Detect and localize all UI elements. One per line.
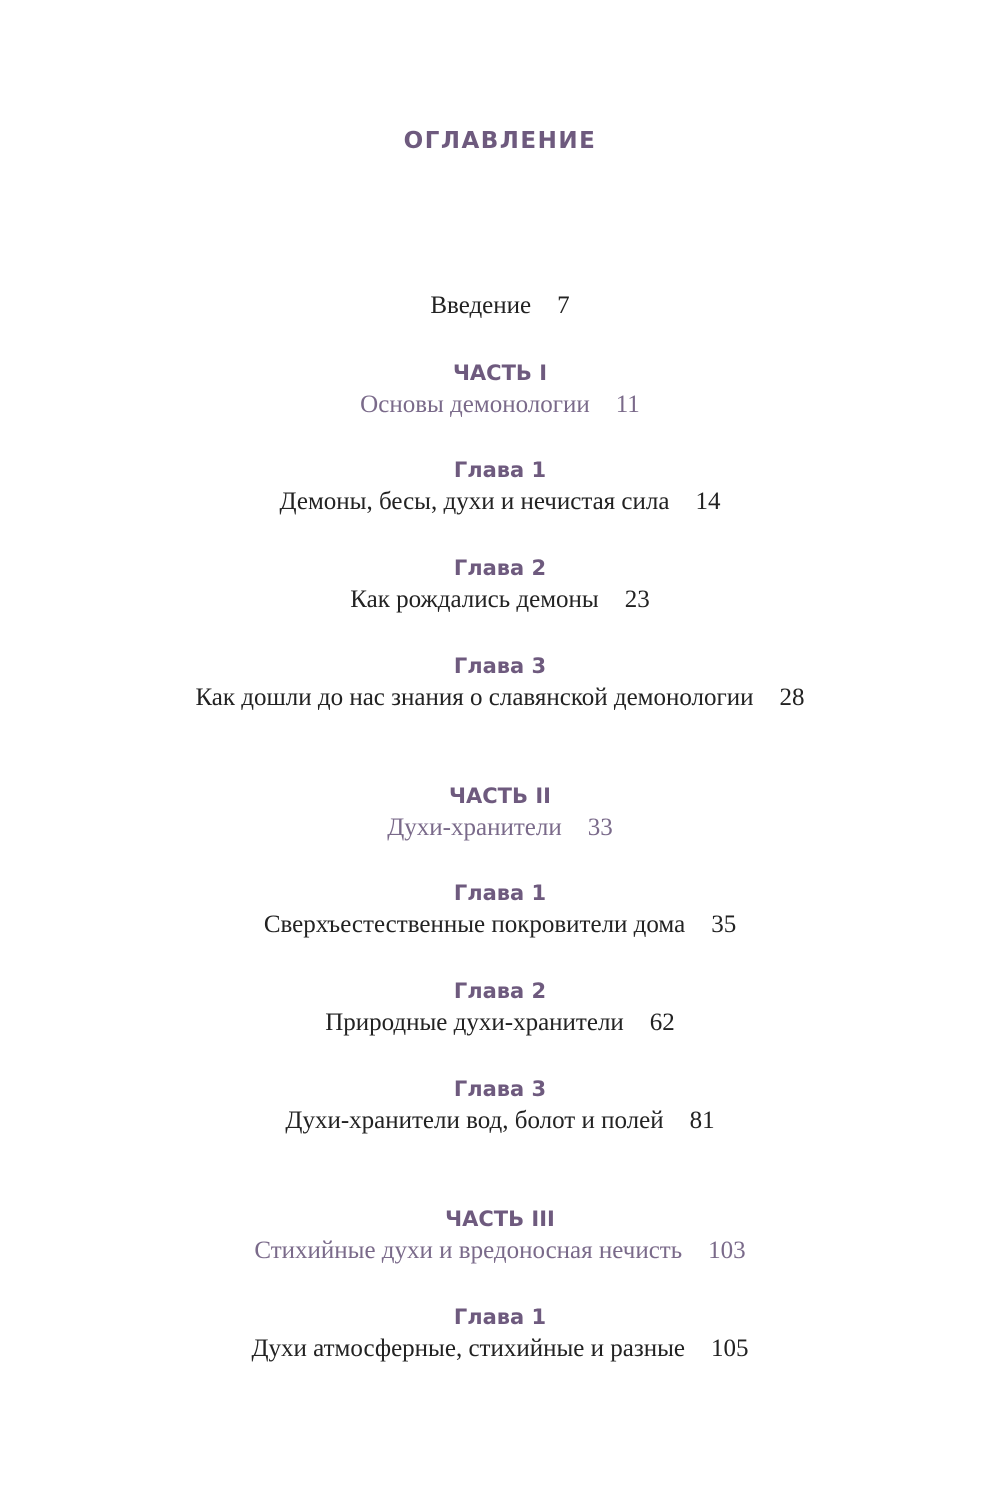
toc-entry-part2-ch2[interactable] xyxy=(0,1009,1000,1037)
entry-page: 14 xyxy=(695,488,721,515)
page-title: ОГЛАВЛЕНИЕ xyxy=(403,128,597,154)
entry-page: 35 xyxy=(711,911,737,938)
toc-entry-part2-ch1[interactable] xyxy=(0,911,1000,939)
entry-page: 62 xyxy=(649,1009,675,1036)
entry-page: 28 xyxy=(779,684,805,711)
part-heading: ЧАСТЬ III xyxy=(445,1207,555,1231)
entry-title: Основы демонологии xyxy=(360,391,590,418)
entry-page: 103 xyxy=(708,1237,746,1264)
chapter-heading: Глава 1 xyxy=(453,1305,547,1329)
entry-title: Стихийные духи и вредоносная нечисть xyxy=(254,1237,683,1264)
entry-title: Сверхъестественные покровители дома xyxy=(263,911,686,938)
entry-page: 23 xyxy=(624,586,650,613)
chapter-heading: Глава 3 xyxy=(453,1077,547,1101)
entry-title: Демоны, бесы, духи и нечистая сила xyxy=(279,488,670,515)
toc-entry-part2-ch3[interactable] xyxy=(0,1107,1000,1135)
chapter-heading: Глава 1 xyxy=(453,881,547,905)
entry-page: 105 xyxy=(711,1335,749,1362)
chapter-heading: Глава 3 xyxy=(453,654,547,678)
entry-title: Духи атмосферные, стихийные и разные xyxy=(251,1335,686,1362)
chapter-heading: Глава 1 xyxy=(453,458,547,482)
toc-entry-part1-ch2[interactable] xyxy=(0,586,1000,614)
part-heading: ЧАСТЬ I xyxy=(452,361,548,385)
toc-entry-part1[interactable] xyxy=(0,391,1000,419)
entry-page: 7 xyxy=(557,292,570,319)
chapter-heading: Глава 2 xyxy=(453,556,547,580)
toc-entry-part3[interactable] xyxy=(0,1237,1000,1265)
toc-entry-part1-ch1[interactable] xyxy=(0,488,1000,516)
toc-entry-part3-ch1[interactable] xyxy=(0,1335,1000,1363)
entry-title: Духи-хранители xyxy=(387,814,562,841)
entry-title: Введение xyxy=(430,292,532,319)
entry-page: 11 xyxy=(615,391,640,418)
entry-title: Духи-хранители вод, болот и полей xyxy=(285,1107,664,1134)
entry-title: Природные духи-хранители xyxy=(325,1009,624,1036)
part-heading: ЧАСТЬ II xyxy=(449,784,551,808)
entry-page: 81 xyxy=(689,1107,715,1134)
entry-title: Как рождались демоны xyxy=(350,586,599,613)
entry-title: Как дошли до нас знания о славянской демонологии xyxy=(195,684,754,711)
entry-page: 33 xyxy=(587,814,613,841)
toc-entry-intro[interactable] xyxy=(0,292,1000,320)
toc-entry-part2[interactable] xyxy=(0,814,1000,842)
toc-entry-part1-ch3[interactable] xyxy=(0,684,1000,712)
chapter-heading: Глава 2 xyxy=(453,979,547,1003)
